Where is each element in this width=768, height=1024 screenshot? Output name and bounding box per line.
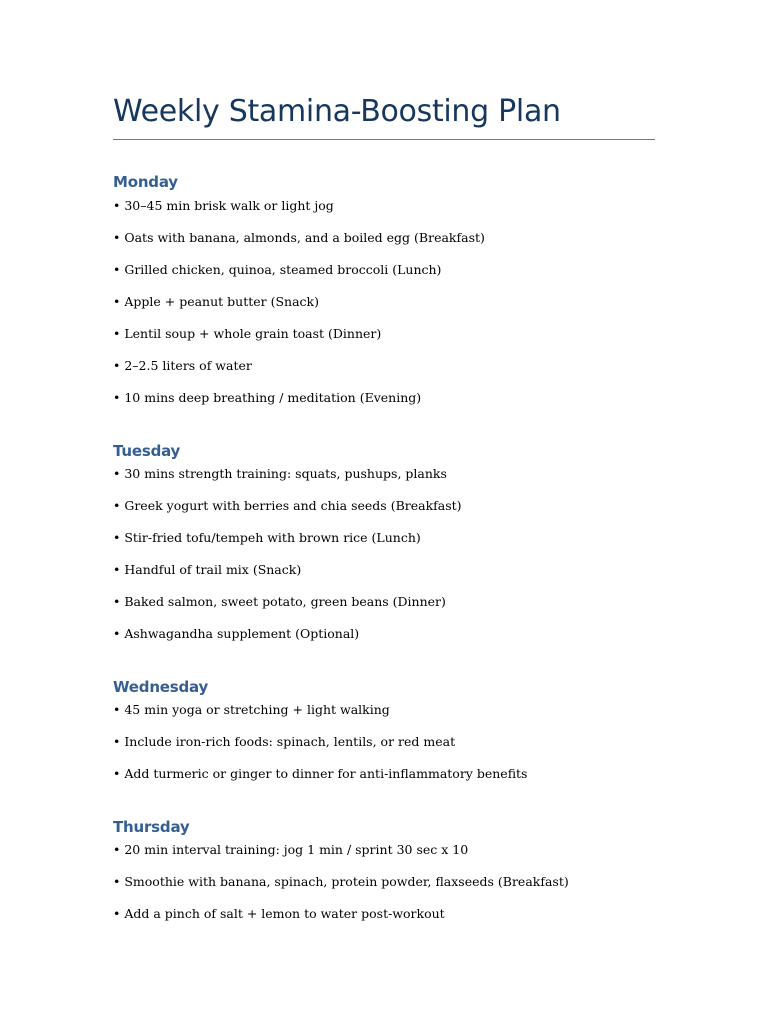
day-items-thursday: [113, 839, 655, 935]
list-item: • 20 min interval training: jog 1 min / sprint 30 sec x 10: [113, 842, 469, 857]
list-item: • Handful of trail mix (Snack): [113, 562, 302, 577]
list-item: • 45 min yoga or stretching + light walking: [113, 702, 390, 717]
list-item: • 10 mins deep breathing / meditation (Evening): [113, 390, 422, 405]
list-item: • Greek yogurt with berries and chia seeds (Breakfast): [113, 498, 462, 513]
day-items-monday: [113, 194, 655, 418]
list-item: • 2–2.5 liters of water: [113, 358, 252, 373]
list-item: • Include iron-rich foods: spinach, lentils, or red meat: [113, 734, 456, 749]
day-section-thursday: [113, 815, 655, 935]
day-heading-thursday: Thursday: [113, 818, 190, 836]
list-item: • Apple + peanut butter (Snack): [113, 294, 319, 309]
day-heading-tuesday: Tuesday: [113, 442, 181, 460]
list-item: • Ashwagandha supplement (Optional): [113, 626, 360, 641]
document-title: Weekly Stamina-Boosting Plan: [113, 94, 561, 129]
day-items-tuesday: [113, 463, 655, 655]
list-item: • Stir-fried tofu/tempeh with brown rice (Lunch): [113, 530, 421, 545]
list-item: • Smoothie with banana, spinach, protein powder, flaxseeds (Breakfast): [113, 874, 569, 889]
day-section-wednesday: [113, 675, 655, 795]
title-divider: [113, 139, 655, 140]
day-section-tuesday: [113, 439, 655, 655]
list-item: • Baked salmon, sweet potato, green beans (Dinner): [113, 594, 446, 609]
day-section-monday: [113, 170, 655, 418]
list-item: • Oats with banana, almonds, and a boiled egg (Breakfast): [113, 230, 485, 245]
list-item: • Add a pinch of salt + lemon to water post-workout: [113, 906, 445, 921]
list-item: • Grilled chicken, quinoa, steamed broccoli (Lunch): [113, 262, 442, 277]
day-items-wednesday: [113, 699, 655, 795]
list-item: • 30–45 min brisk walk or light jog: [113, 198, 334, 213]
day-heading-wednesday: Wednesday: [113, 678, 209, 696]
list-item: • 30 mins strength training: squats, pushups, planks: [113, 466, 447, 481]
list-item: • Add turmeric or ginger to dinner for anti-inflammatory benefits: [113, 766, 528, 781]
list-item: • Lentil soup + whole grain toast (Dinner): [113, 326, 382, 341]
day-heading-monday: Monday: [113, 173, 178, 191]
